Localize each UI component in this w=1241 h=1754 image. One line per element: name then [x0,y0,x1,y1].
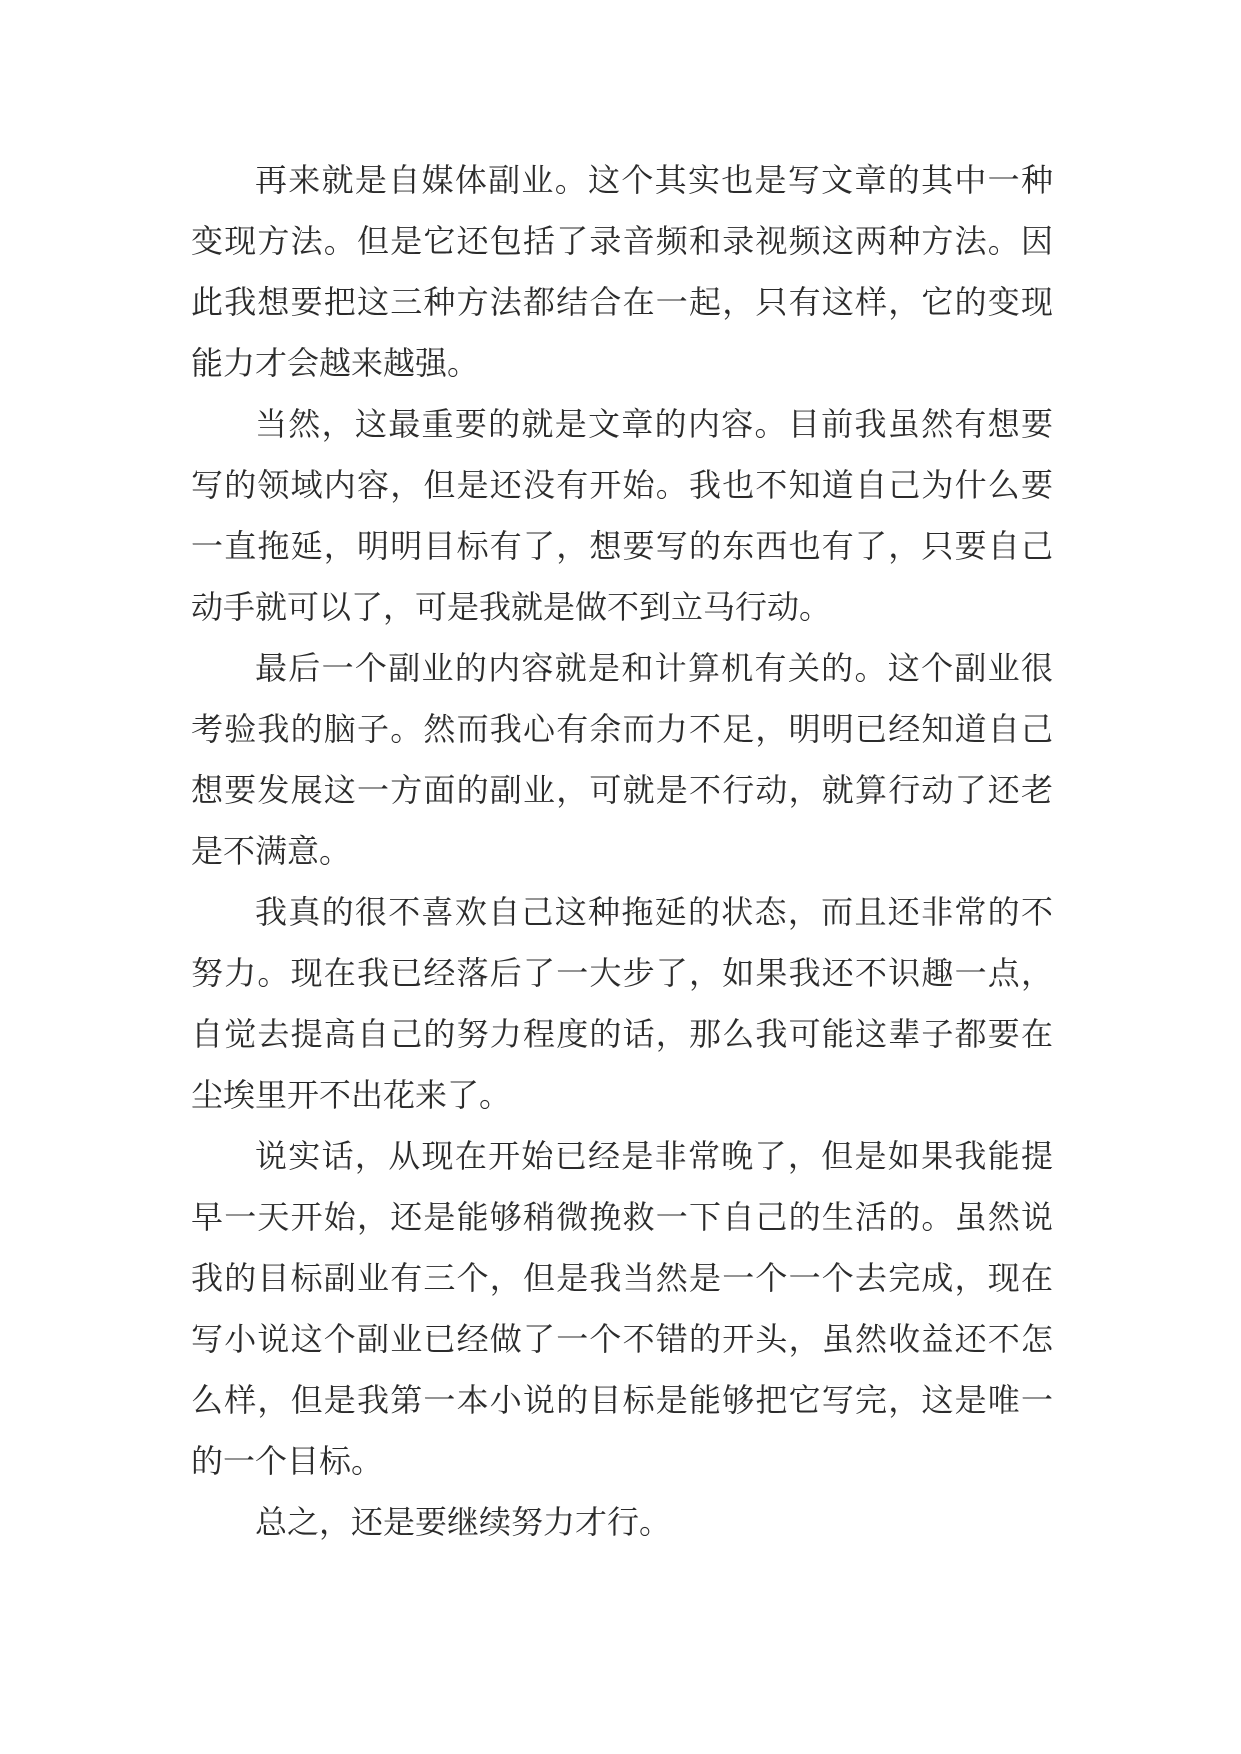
paragraph-line: 考验我的脑子。然而我心有余而力不足，明明已经知道自己 [191,710,1053,748]
paragraph-line: 说实话，从现在开始已经是非常晚了，但是如果我能提 [255,1137,1053,1175]
paragraph-2 [191,394,1053,638]
paragraph-5 [191,1126,1053,1492]
paragraph-line: 一直拖延，明明目标有了，想要写的东西也有了，只要自己 [191,527,1053,565]
paragraph-line: 我的目标副业有三个，但是我当然是一个一个去完成，现在 [191,1259,1053,1297]
paragraph-line: 总之，还是要继续努力才行。 [255,1503,672,1541]
paragraph-line: 想要发展这一方面的副业，可就是不行动，就算行动了还老 [191,771,1053,809]
paragraph-line: 么样，但是我第一本小说的目标是能够把它写完，这是唯一 [191,1381,1053,1419]
paragraph-line: 的一个目标。 [191,1442,384,1480]
paragraph-line: 最后一个副业的内容就是和计算机有关的。这个副业很 [255,649,1053,687]
document-body [191,150,1053,1553]
paragraph-1 [191,150,1053,394]
paragraph-line: 动手就可以了，可是我就是做不到立马行动。 [191,588,832,626]
paragraph-line: 我真的很不喜欢自己这种拖延的状态，而且还非常的不 [255,893,1053,931]
paragraph-line: 尘埃里开不出花来了。 [191,1076,512,1114]
paragraph-line: 写小说这个副业已经做了一个不错的开头，虽然收益还不怎 [191,1320,1053,1358]
paragraph-4 [191,882,1053,1126]
paragraph-line: 是不满意。 [191,832,352,870]
paragraph-line: 变现方法。但是它还包括了录音频和录视频这两种方法。因 [191,222,1053,260]
paragraph-line: 当然，这最重要的就是文章的内容。目前我虽然有想要 [255,405,1053,443]
paragraph-line: 再来就是自媒体副业。这个其实也是写文章的其中一种 [255,161,1053,199]
paragraph-line: 早一天开始，还是能够稍微挽救一下自己的生活的。虽然说 [191,1198,1053,1236]
paragraph-line: 此我想要把这三种方法都结合在一起，只有这样，它的变现 [191,283,1053,321]
paragraph-line: 自觉去提高自己的努力程度的话，那么我可能这辈子都要在 [191,1015,1053,1053]
paragraph-6 [191,1492,1053,1553]
paragraph-line: 努力。现在我已经落后了一大步了，如果我还不识趣一点， [191,954,1053,992]
paragraph-line: 写的领域内容，但是还没有开始。我也不知道自己为什么要 [191,466,1053,504]
paragraph-3 [191,638,1053,882]
paragraph-line: 能力才会越来越强。 [191,344,480,382]
